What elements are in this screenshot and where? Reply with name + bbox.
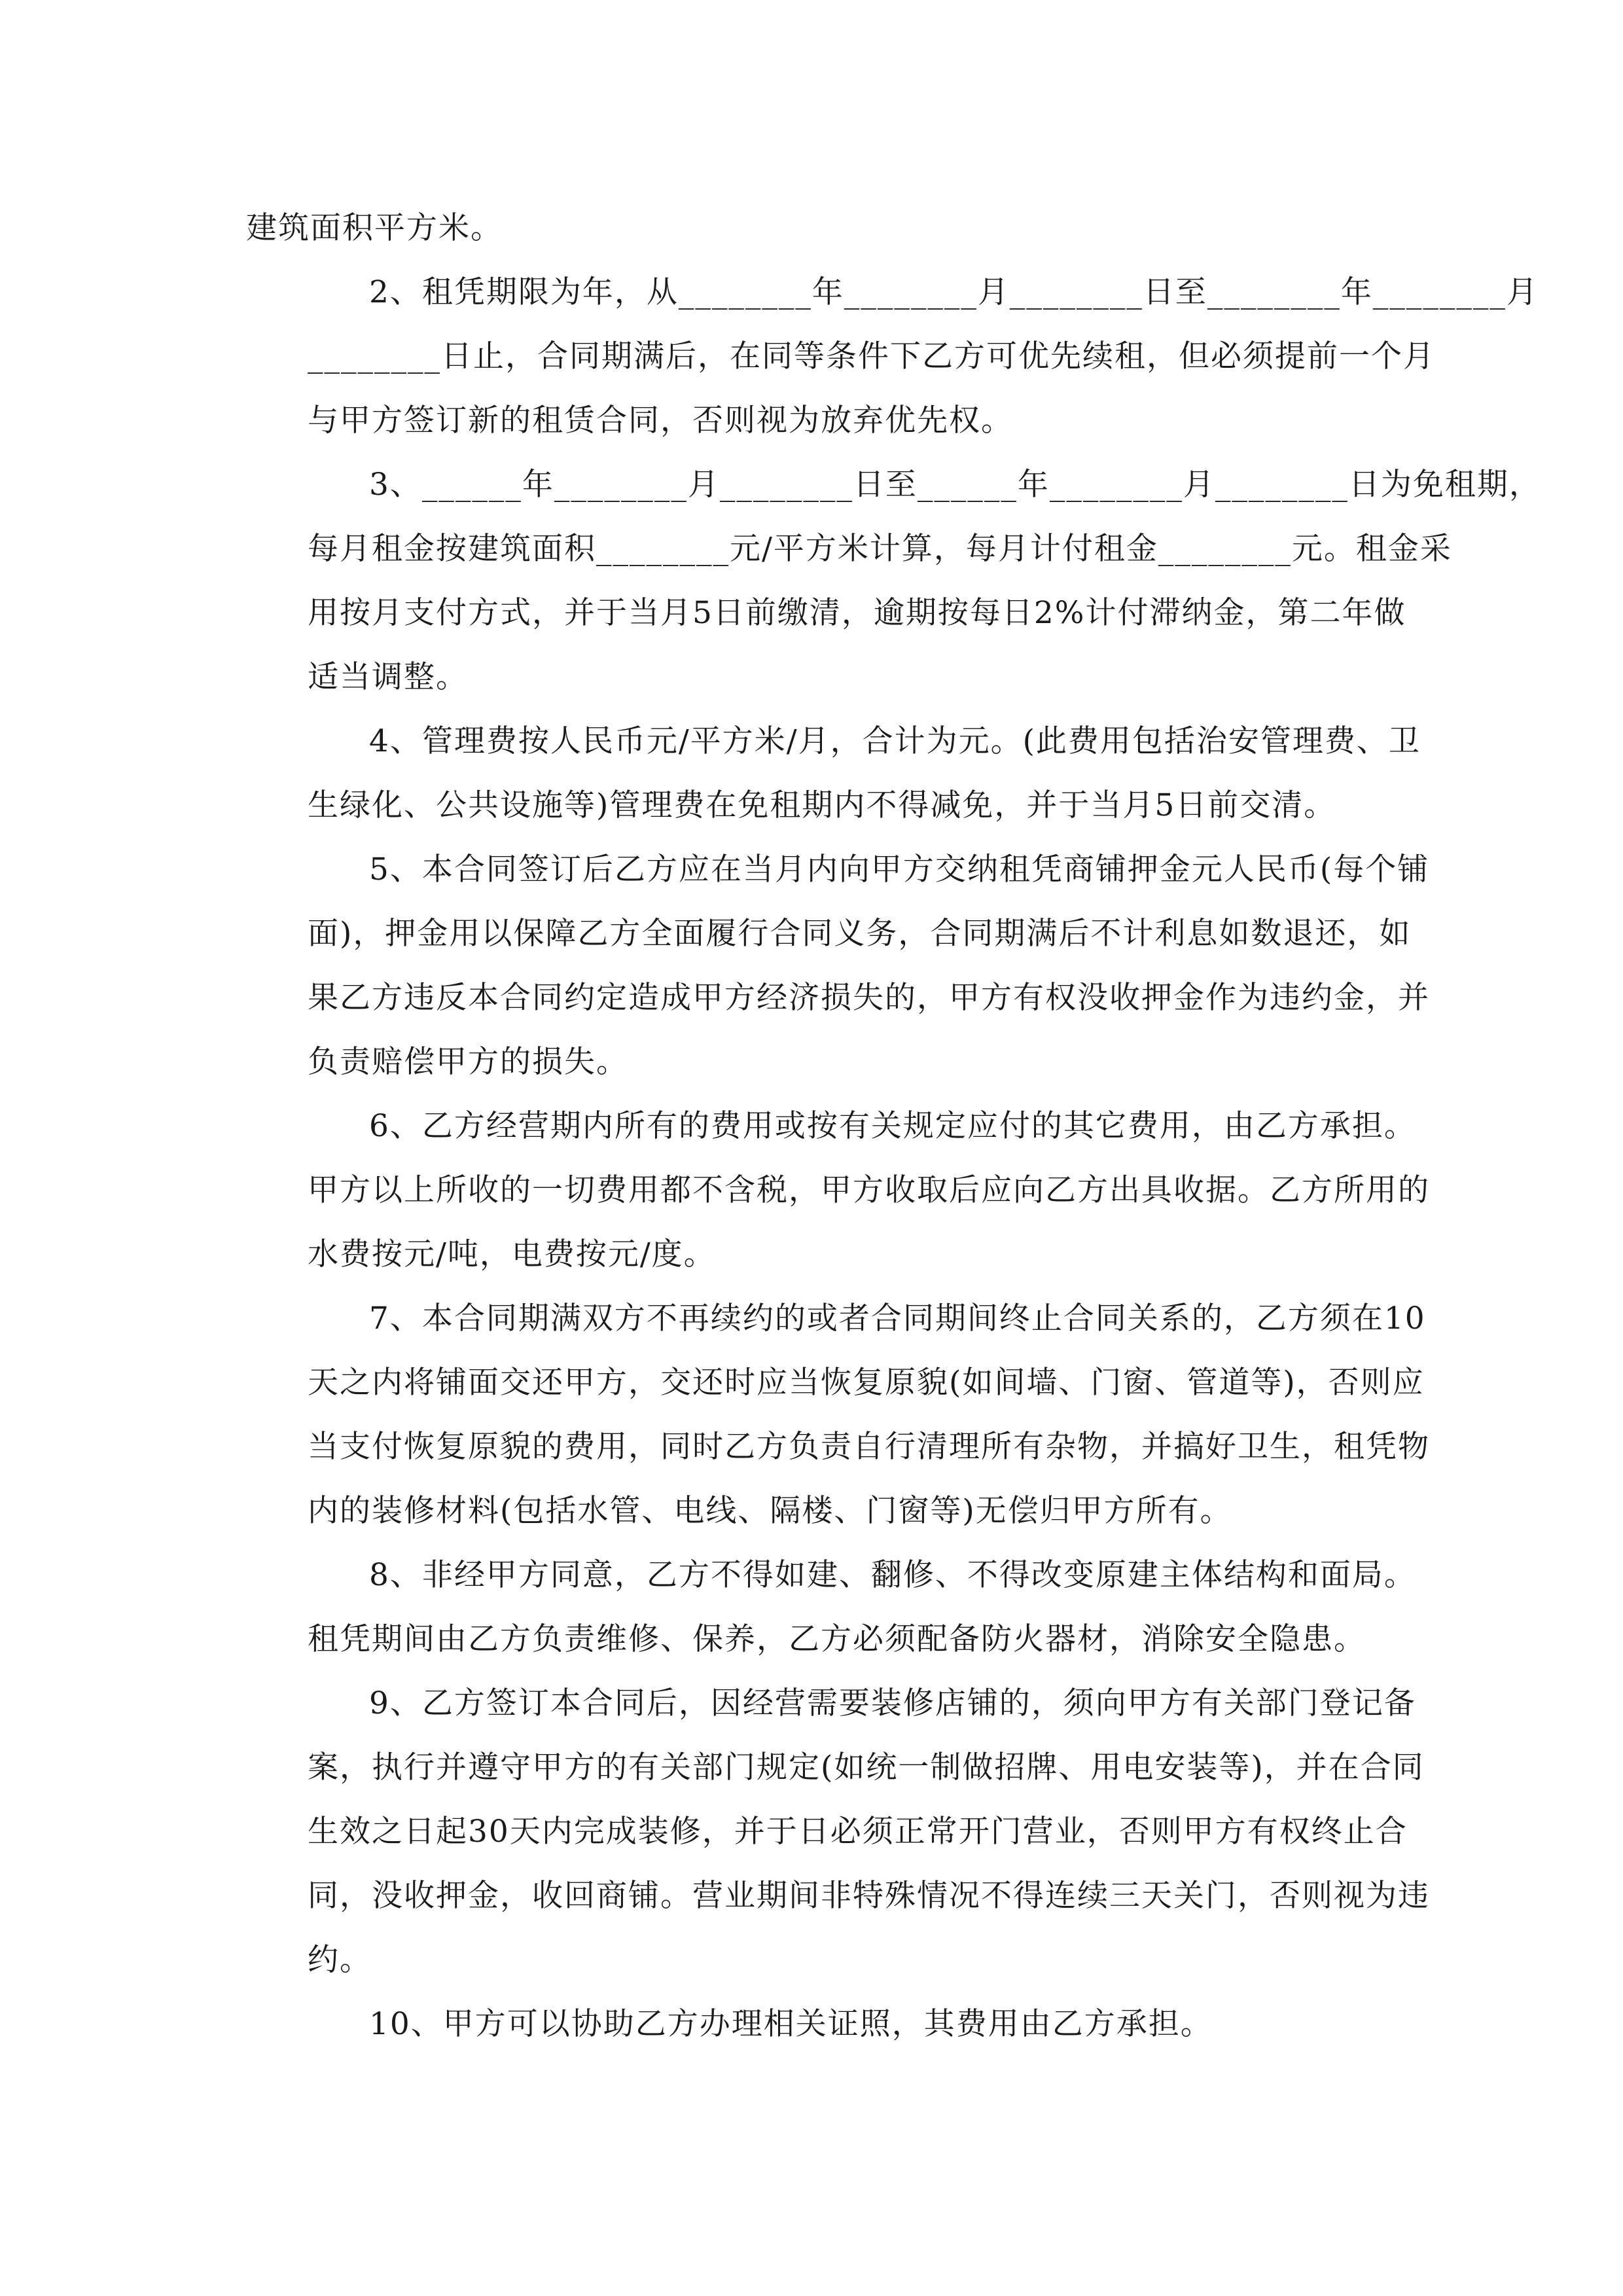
paragraph-clause-6 (246, 1094, 1430, 1287)
paragraph-clause-2 (246, 260, 1539, 453)
text-line: 面)，押金用以保障乙方全面履行合同义务，合同期满后不计利息如数退还，如 (308, 916, 1412, 952)
text-line: 用按月支付方式，并于当月5日前缴清，逾期按每日2%计付滞纳金，第二年做 (308, 595, 1406, 631)
text-line: 生绿化、公共设施等)管理费在免租期内不得减免，并于当月5日前交清。 (308, 787, 1336, 823)
text-line: 10、甲方可以协助乙方办理相关证照，其费用由乙方承担。 (369, 2006, 1213, 2042)
paragraph-clause-10 (246, 1992, 1385, 2056)
text-line: 4、管理费按人民币元/平方米/月，合计为元。(此费用包括治安管理费、卫 (369, 723, 1421, 759)
text-line: 生效之日起30天内完成装修，并于日必须正常开门营业，否则甲方有权终止合 (308, 1814, 1408, 1850)
text-line: 内的装修材料(包括水管、电线、隔楼、门窗等)无偿归甲方所有。 (308, 1493, 1232, 1529)
text-line: 当支付恢复原貌的费用，同时乙方负责自行清理所有杂物，并搞好卫生，租凭物 (308, 1429, 1430, 1465)
text-line: 9、乙方签订本合同后，因经营需要装修店铺的，须向甲方有关部门登记备 (369, 1685, 1416, 1721)
text-line: 同，没收押金，收回商铺。营业期间非特殊情况不得连续三天关门，否则视为违 (308, 1878, 1430, 1914)
text-line: 天之内将铺面交还甲方，交还时应当恢复原貌(如间墙、门窗、管道等)，否则应 (308, 1365, 1425, 1401)
text-line: 租凭期间由乙方负责维修、保养，乙方必须配备防火器材，消除安全隐患。 (308, 1621, 1366, 1657)
text-line: 案，执行并遵守甲方的有关部门规定(如统一制做招牌、用电安装等)，并在合同 (308, 1749, 1425, 1785)
paragraph-clause-8 (246, 1543, 1416, 1672)
paragraph-clause-9 (246, 1672, 1430, 1992)
paragraph-clause-3 (246, 453, 1541, 709)
text-line: 8、非经甲方同意，乙方不得如建、翻修、不得改变原建主体结构和面局。 (369, 1557, 1416, 1593)
text-line: ________日止，合同期满后，在同等条件下乙方可优先续租，但必须提前一个月 (308, 338, 1435, 374)
text-line: 负责赔偿甲方的损失。 (308, 1044, 628, 1080)
text-line: 与甲方签订新的租赁合同，否则视为放弃优先权。 (308, 403, 1013, 439)
text-line: 2、租凭期限为年，从________年________月________日至________年________月 (369, 274, 1539, 310)
text-line: 约。 (308, 1942, 372, 1978)
text-line: 每月租金按建筑面积________元/平方米计算，每月计付租金________元。租金采 (308, 531, 1452, 567)
text-line: 建筑面积平方米。 (246, 210, 503, 246)
text-line: 适当调整。 (308, 659, 468, 695)
text-line: 5、本合同签订后乙方应在当月内向甲方交纳租凭商铺押金元人民币(每个铺 (369, 852, 1430, 888)
paragraph-clause-7 (246, 1287, 1430, 1543)
text-line: 7、本合同期满双方不再续约的或者合同期间终止合同关系的，乙方须在10 (369, 1300, 1426, 1336)
paragraph-clause-5 (246, 838, 1430, 1094)
paragraph-clause-4 (246, 709, 1421, 838)
text-line: 果乙方违反本合同约定造成甲方经济损失的，甲方有权没收押金作为违约金，并 (308, 980, 1430, 1016)
text-line: 6、乙方经营期内所有的费用或按有关规定应付的其它费用，由乙方承担。 (369, 1108, 1416, 1144)
text-line: 水费按元/吨，电费按元/度。 (308, 1236, 716, 1272)
contract-body (246, 196, 1541, 2056)
text-line: 甲方以上所收的一切费用都不含税，甲方收取后应向乙方出具收据。乙方所用的 (308, 1172, 1430, 1208)
text-line: 3、______年________月________日至______年________月________日为免租期， (369, 467, 1541, 503)
paragraph-area-clause (246, 196, 1385, 260)
